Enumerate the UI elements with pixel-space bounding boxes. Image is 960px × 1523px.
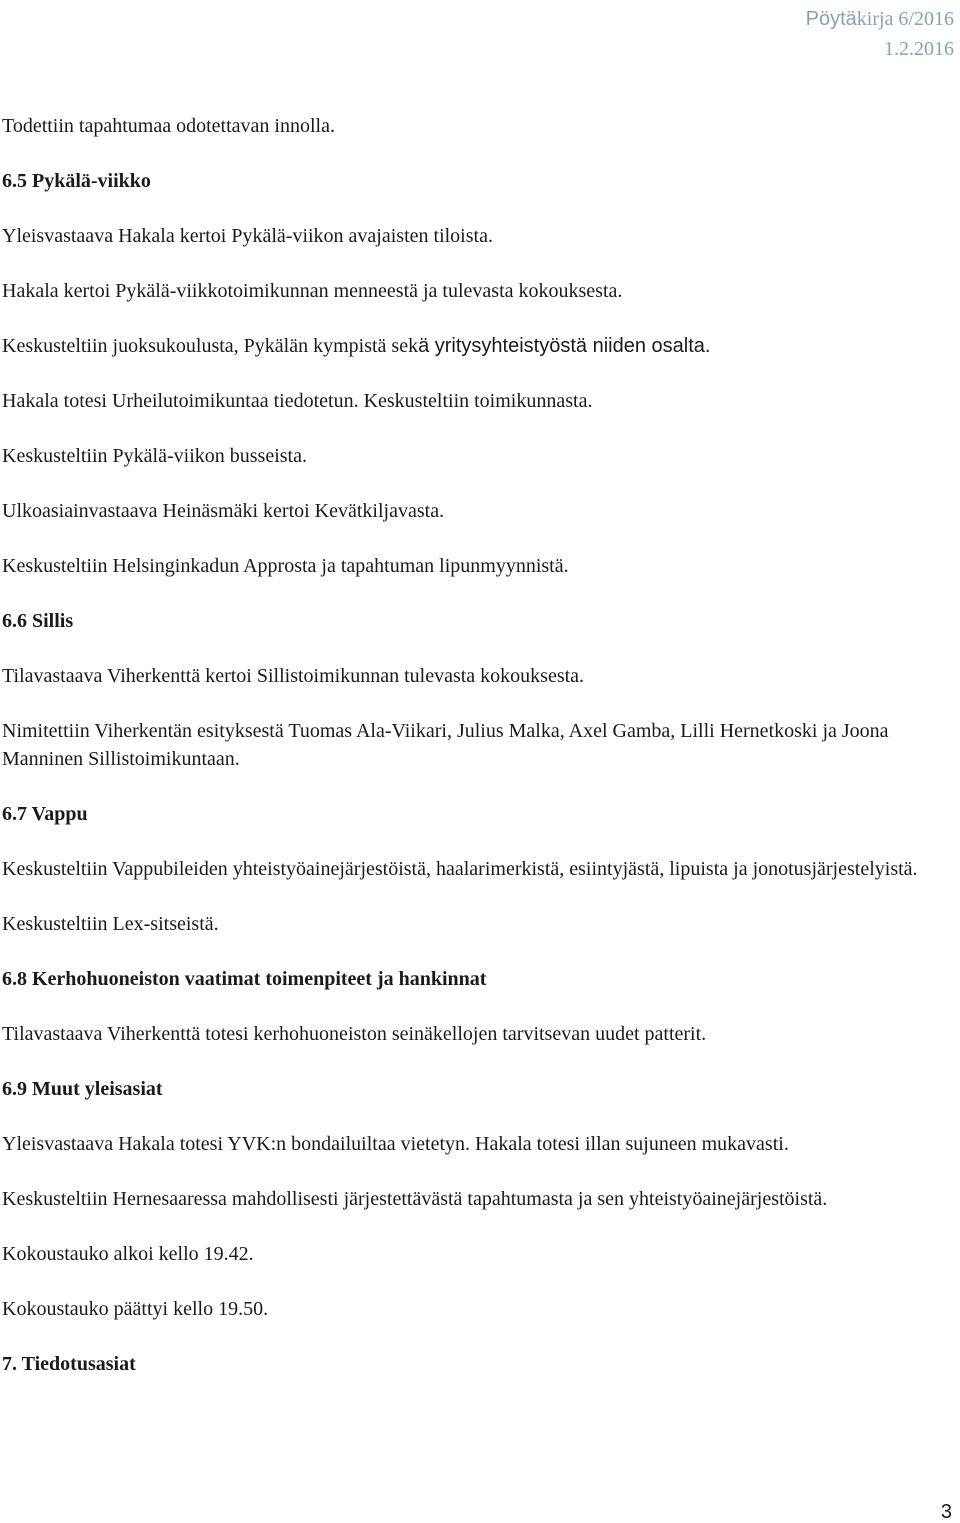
section-heading-6-9: 6.9 Muut yleisasiat <box>2 1078 163 1100</box>
paragraph: Keskusteltiin Pykälä-viikon busseista. <box>2 445 307 467</box>
paragraph: Nimitettiin Viherkentän esityksestä Tuomas Ala-Viikari, Julius Malka, Axel Gamba, Lilli Hernetkoski ja Joona Manninen Sillistoimikuntaan. <box>2 720 889 770</box>
document-date: 1.2.2016 <box>884 38 954 60</box>
page-number: 3 <box>940 1501 952 1523</box>
paragraph: Kokoustauko päättyi kello 19.50. <box>2 1298 269 1320</box>
paragraph: Keskusteltiin Hernesaaressa mahdollisesti järjestettävästä tapahtumasta ja sen yhteistyöainejärjestöistä. <box>2 1188 828 1210</box>
paragraph: Keskusteltiin juoksukoulusta, Pykälän kympistä sekä yritysyhteistyöstä niiden osalta. <box>2 335 711 357</box>
paragraph: Keskusteltiin Lex-sitseistä. <box>2 913 219 935</box>
paragraph: Yleisvastaava Hakala totesi YVK:n bondailuiltaa vietetyn. Hakala totesi illan sujuneen mukavasti. <box>2 1133 789 1155</box>
section-heading-6-7: 6.7 Vappu <box>2 803 88 825</box>
paragraph: Ulkoasiainvastaava Heinäsmäki kertoi Kevätkiljavasta. <box>2 500 445 522</box>
section-heading-7: 7. Tiedotusasiat <box>2 1353 136 1375</box>
section-heading-6-5: 6.5 Pykälä-viikko <box>2 170 151 192</box>
paragraph: Tilavastaava Viherkenttä kertoi Sillistoimikunnan tulevasta kokouksesta. <box>2 665 585 687</box>
paragraph: Yleisvastaava Hakala kertoi Pykälä-viikon avajaisten tiloista. <box>2 225 493 247</box>
paragraph: Hakala totesi Urheilutoimikuntaa tiedotetun. Keskusteltiin toimikunnasta. <box>2 390 593 412</box>
document-header <box>806 4 954 64</box>
paragraph: Todettiin tapahtumaa odotettavan innolla. <box>2 115 335 137</box>
section-heading-6-6: 6.6 Sillis <box>2 610 74 632</box>
paragraph: Hakala kertoi Pykälä-viikkotoimikunnan menneestä ja tulevasta kokouksesta. <box>2 280 623 302</box>
document-body <box>2 112 942 1405</box>
paragraph: Keskusteltiin Helsinginkadun Approsta ja tapahtuman lipunmyynnistä. <box>2 555 569 577</box>
paragraph: Keskusteltiin Vappubileiden yhteistyöainejärjestöistä, haalarimerkistä, esiintyjästä, lipuista ja jonotusjärjestelyistä. <box>2 858 918 880</box>
document-title: Pöytäkirja 6/2016 <box>805 8 954 30</box>
paragraph: Tilavastaava Viherkenttä totesi kerhohuoneiston seinäkellojen tarvitsevan uudet patterit. <box>2 1023 707 1045</box>
section-heading-6-8: 6.8 Kerhohuoneiston vaatimat toimenpiteet ja hankinnat <box>2 968 487 990</box>
paragraph: Kokoustauko alkoi kello 19.42. <box>2 1243 254 1265</box>
